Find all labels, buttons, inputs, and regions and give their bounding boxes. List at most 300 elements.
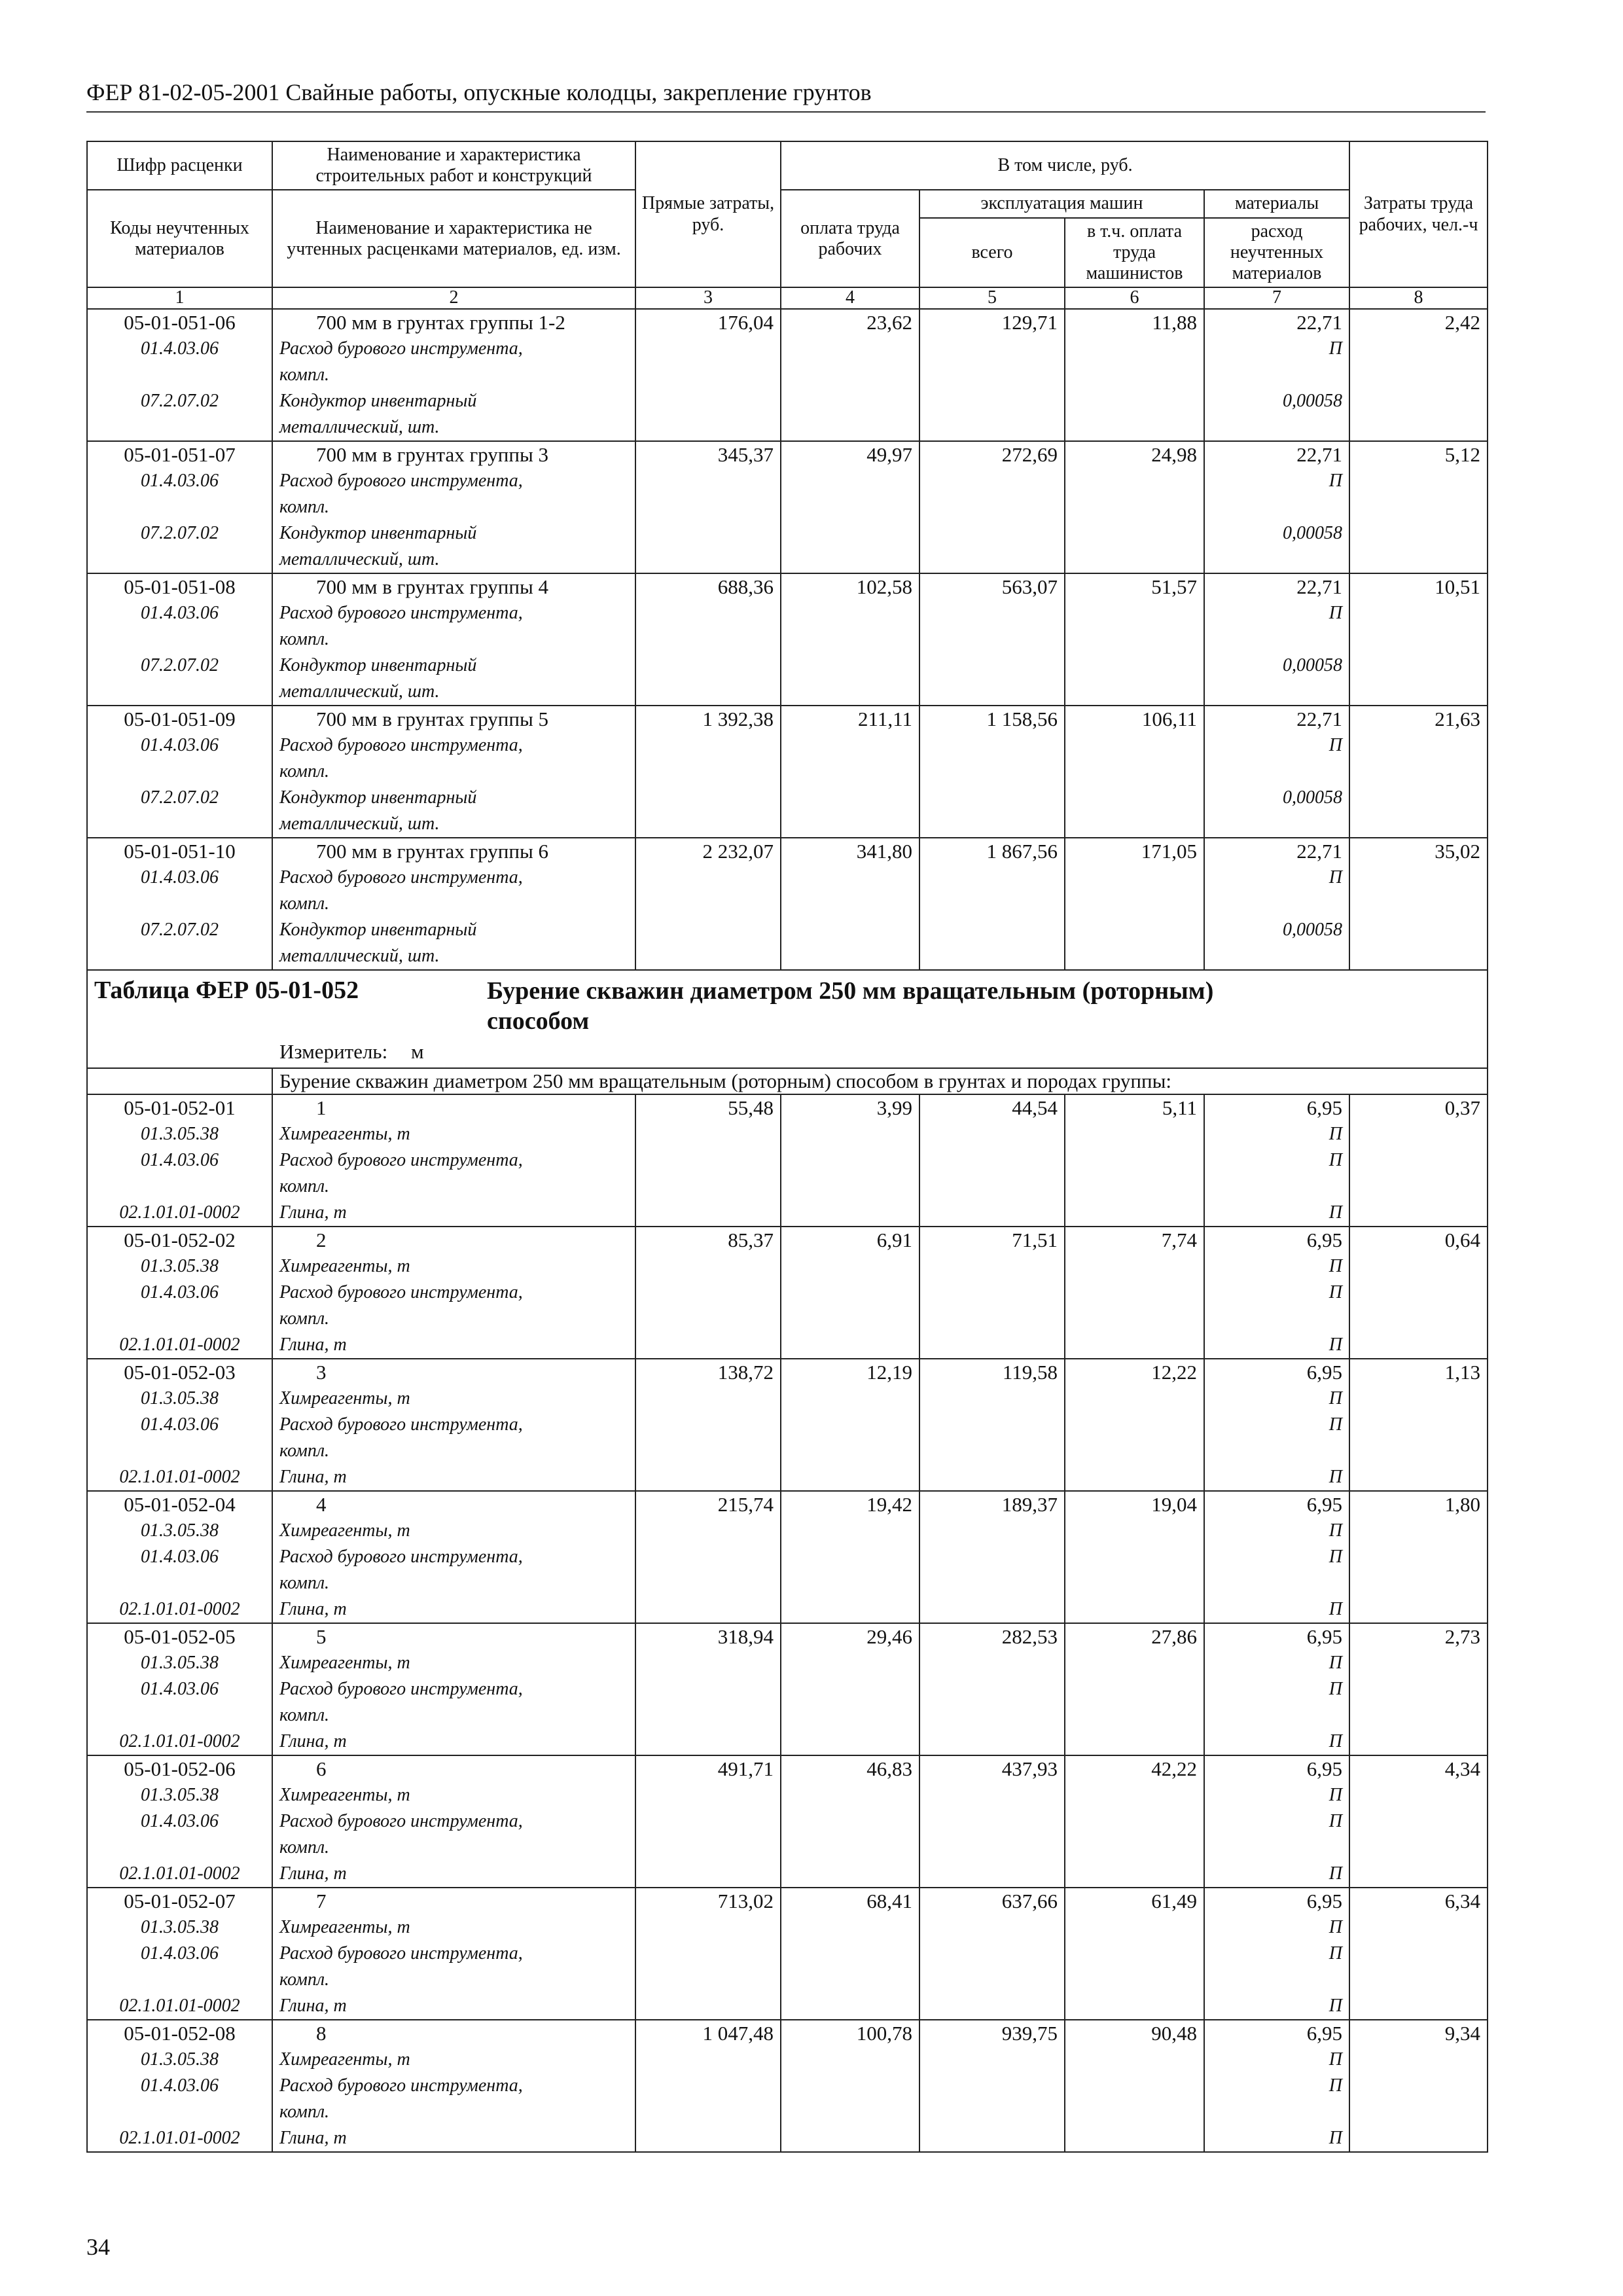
material-consumption: П <box>1329 1466 1343 1487</box>
machines-value: 563,07 <box>1001 575 1058 598</box>
col-number: 5 <box>919 287 1065 309</box>
rate-name: 700 мм в грунтах группы 4 <box>316 575 549 598</box>
value-operators <box>1065 1888 1204 2020</box>
material-consumption: П <box>1329 1546 1343 1567</box>
running-header: ФЕР 81-02-05-2001 Свайные работы, опускные колодцы, закрепление грунтов <box>86 79 1486 113</box>
rate-name-cell <box>272 441 635 573</box>
materials-value: 22,71 <box>1296 310 1343 334</box>
material-code: 07.2.07.02 <box>141 390 219 411</box>
material-code: 01.4.03.06 <box>141 470 219 491</box>
operators-value: 61,49 <box>1151 1889 1197 1912</box>
material-name: Глина, т <box>279 1466 347 1487</box>
material-consumption: П <box>1329 338 1343 359</box>
direct-value: 1 392,38 <box>702 707 774 730</box>
material-code: 01.4.03.06 <box>141 2075 219 2096</box>
rate-code-cell <box>87 1227 272 1359</box>
rate-code-cell <box>87 1623 272 1755</box>
material-name: металлический, шт. <box>279 945 440 966</box>
work-value: 5,12 <box>1444 442 1481 466</box>
material-consumption: П <box>1329 1652 1343 1673</box>
work-value: 10,51 <box>1435 575 1481 598</box>
rate-code-cell <box>87 573 272 706</box>
value-machines <box>919 1755 1065 1888</box>
material-name: Расход бурового инструмента, <box>279 338 523 359</box>
value-machines <box>919 573 1065 706</box>
value-work <box>1349 309 1488 441</box>
table-code: Таблица ФЕР 05-01-052 <box>94 976 359 1004</box>
value-work <box>1349 1491 1488 1623</box>
material-code: 02.1.01.01-0002 <box>119 1466 240 1487</box>
value-machines <box>919 1094 1065 1227</box>
work-value: 35,02 <box>1435 839 1481 863</box>
labor-value: 68,41 <box>866 1889 912 1912</box>
rates-table <box>86 141 1488 2153</box>
col-number: 7 <box>1204 287 1349 309</box>
value-operators <box>1065 706 1204 838</box>
material-name: Глина, т <box>279 1202 347 1223</box>
materials-value: 6,95 <box>1306 1228 1343 1251</box>
value-operators <box>1065 1755 1204 1888</box>
material-code: 02.1.01.01-0002 <box>119 1334 240 1355</box>
material-code: 01.3.05.38 <box>141 1916 219 1937</box>
rate-name: 7 <box>316 1889 327 1912</box>
material-name: Химреагенты, т <box>279 1652 410 1673</box>
material-consumption: П <box>1329 1255 1343 1276</box>
header-total: всего <box>919 218 1065 288</box>
labor-value: 19,42 <box>866 1492 912 1516</box>
spacer <box>1211 1702 1342 1729</box>
material-name: Расход бурового инструмента, <box>279 1678 523 1699</box>
rate-name: 8 <box>316 2021 327 2045</box>
value-labor <box>781 309 919 441</box>
value-machines <box>919 1623 1065 1755</box>
machines-value: 272,69 <box>1001 442 1058 466</box>
rate-name-cell <box>272 573 635 706</box>
table-row <box>87 1623 1488 1755</box>
material-code: 01.4.03.06 <box>141 867 219 888</box>
spacer <box>1211 362 1342 388</box>
value-work <box>1349 838 1488 970</box>
value-machines <box>919 1491 1065 1623</box>
value-labor <box>781 1755 919 1888</box>
operators-value: 106,11 <box>1141 707 1197 730</box>
value-materials <box>1204 2020 1349 2152</box>
rate-code-cell <box>87 2020 272 2152</box>
unit-label: Измеритель: <box>279 1039 388 1063</box>
labor-value: 102,58 <box>856 575 912 598</box>
table-row <box>87 838 1488 970</box>
material-consumption: П <box>1329 734 1343 755</box>
table-row <box>87 2020 1488 2152</box>
rate-name-cell <box>272 706 635 838</box>
unit-value: м <box>410 1039 424 1063</box>
material-consumption: П <box>1329 1678 1343 1699</box>
value-labor <box>781 1491 919 1623</box>
labor-value: 23,62 <box>866 310 912 334</box>
value-operators <box>1065 838 1204 970</box>
col-number: 3 <box>635 287 781 309</box>
labor-value: 211,11 <box>858 707 912 730</box>
rate-code: 05-01-052-05 <box>124 1624 236 1648</box>
rate-name: 3 <box>316 1360 327 1384</box>
material-name: Глина, т <box>279 1334 347 1355</box>
material-name: компл. <box>279 1969 330 1990</box>
labor-value: 46,83 <box>866 1757 912 1780</box>
material-code: 02.1.01.01-0002 <box>119 2127 240 2148</box>
work-value: 0,64 <box>1444 1228 1481 1251</box>
material-name: Расход бурового инструмента, <box>279 470 523 491</box>
material-code: 01.4.03.06 <box>141 1149 219 1170</box>
materials-value: 6,95 <box>1306 1757 1343 1780</box>
header-labor: оплата труда рабочих <box>781 190 919 287</box>
material-name: компл. <box>279 2101 330 2122</box>
material-consumption: 0,00058 <box>1283 655 1343 675</box>
material-name: компл. <box>279 893 330 914</box>
rate-name: 6 <box>316 1757 327 1780</box>
header-name-bottom: Наименование и характеристика не учтенных расценками материалов, ед. изм. <box>272 190 635 287</box>
spacer <box>94 494 265 520</box>
work-value: 1,13 <box>1444 1360 1481 1384</box>
table-title-line2: способом <box>487 1007 590 1035</box>
labor-value: 12,19 <box>866 1360 912 1384</box>
spacer <box>1211 1174 1342 1200</box>
value-direct <box>635 1623 781 1755</box>
value-work <box>1349 2020 1488 2152</box>
material-consumption: П <box>1329 1282 1343 1302</box>
material-consumption: 0,00058 <box>1283 522 1343 543</box>
material-name: Расход бурового инструмента, <box>279 1282 523 1302</box>
material-code: 02.1.01.01-0002 <box>119 1598 240 1619</box>
material-code: 01.3.05.38 <box>141 1123 219 1144</box>
material-consumption: 0,00058 <box>1283 919 1343 940</box>
spacer <box>1211 1438 1342 1464</box>
table-row <box>87 1094 1488 1227</box>
material-name: Глина, т <box>279 1598 347 1619</box>
table-row <box>87 706 1488 838</box>
value-labor <box>781 2020 919 2152</box>
value-materials <box>1204 1623 1349 1755</box>
direct-value: 176,04 <box>717 310 774 334</box>
material-consumption: П <box>1329 1995 1343 2016</box>
materials-value: 6,95 <box>1306 1096 1343 1119</box>
value-direct <box>635 573 781 706</box>
direct-value: 318,94 <box>717 1624 774 1648</box>
work-value: 6,34 <box>1444 1889 1481 1912</box>
labor-value: 3,99 <box>876 1096 912 1119</box>
material-name: Кондуктор инвентарный <box>279 390 477 411</box>
material-code: 02.1.01.01-0002 <box>119 1995 240 2016</box>
value-operators <box>1065 1359 1204 1491</box>
direct-value: 688,36 <box>717 575 774 598</box>
material-consumption: П <box>1329 2049 1343 2070</box>
material-consumption: 0,00058 <box>1283 390 1343 411</box>
rate-name-cell <box>272 1888 635 2020</box>
material-code: 07.2.07.02 <box>141 787 219 808</box>
rate-name: 700 мм в грунтах группы 1-2 <box>316 310 565 334</box>
value-direct <box>635 1094 781 1227</box>
material-consumption: П <box>1329 1784 1343 1805</box>
rate-code: 05-01-051-07 <box>124 442 236 466</box>
value-work <box>1349 573 1488 706</box>
value-work <box>1349 1227 1488 1359</box>
col-number: 6 <box>1065 287 1204 309</box>
value-machines <box>919 441 1065 573</box>
spacer <box>94 1570 265 1596</box>
rate-code-cell <box>87 1359 272 1491</box>
machines-value: 282,53 <box>1001 1624 1058 1648</box>
spacer <box>1211 1967 1342 1993</box>
material-name: Глина, т <box>279 1995 347 2016</box>
operators-value: 90,48 <box>1151 2021 1197 2045</box>
material-name: Кондуктор инвентарный <box>279 919 477 940</box>
machines-value: 189,37 <box>1001 1492 1058 1516</box>
material-consumption: П <box>1329 602 1343 623</box>
material-code: 02.1.01.01-0002 <box>119 1863 240 1884</box>
work-value: 2,42 <box>1444 310 1481 334</box>
spacer <box>94 1702 265 1729</box>
material-code: 01.4.03.06 <box>141 1810 219 1831</box>
rate-code: 05-01-052-03 <box>124 1360 236 1384</box>
work-value: 9,34 <box>1444 2021 1481 2045</box>
work-value: 4,34 <box>1444 1757 1481 1780</box>
rate-code-cell <box>87 441 272 573</box>
operators-value: 51,57 <box>1151 575 1197 598</box>
materials-value: 6,95 <box>1306 1624 1343 1648</box>
header-code-top: Шифр расценки <box>87 141 272 190</box>
materials-value: 6,95 <box>1306 1360 1343 1384</box>
spacer <box>1211 759 1342 785</box>
table-row <box>87 573 1488 706</box>
material-consumption: П <box>1329 1414 1343 1435</box>
work-value: 1,80 <box>1444 1492 1481 1516</box>
material-consumption: П <box>1329 1863 1343 1884</box>
value-labor <box>781 1227 919 1359</box>
material-consumption: П <box>1329 1202 1343 1223</box>
material-name: компл. <box>279 1837 330 1857</box>
spacer <box>94 891 265 917</box>
value-direct <box>635 838 781 970</box>
spacer <box>94 2099 265 2125</box>
material-name: Глина, т <box>279 1863 347 1884</box>
material-name: металлический, шт. <box>279 681 440 702</box>
material-consumption: П <box>1329 1149 1343 1170</box>
material-consumption: П <box>1329 1388 1343 1408</box>
value-direct <box>635 441 781 573</box>
value-labor <box>781 706 919 838</box>
machines-value: 437,93 <box>1001 1757 1058 1780</box>
spacer <box>94 1967 265 1993</box>
operators-value: 19,04 <box>1151 1492 1197 1516</box>
rate-code-cell <box>87 309 272 441</box>
machines-value: 1 867,56 <box>986 839 1058 863</box>
value-work <box>1349 1755 1488 1888</box>
material-name: Химреагенты, т <box>279 2049 410 2070</box>
machines-value: 1 158,56 <box>986 707 1058 730</box>
value-direct <box>635 1491 781 1623</box>
work-value: 0,37 <box>1444 1096 1481 1119</box>
rate-code: 05-01-051-08 <box>124 575 236 598</box>
value-operators <box>1065 1094 1204 1227</box>
material-name: Химреагенты, т <box>279 1916 410 1937</box>
table-row <box>87 1491 1488 1623</box>
header-materials: материалы <box>1204 190 1349 217</box>
material-name: компл. <box>279 364 330 385</box>
header-operators: в т.ч. оплата труда машинистов <box>1065 218 1204 288</box>
material-code: 01.3.05.38 <box>141 2049 219 2070</box>
operators-value: 5,11 <box>1162 1096 1197 1119</box>
labor-value: 100,78 <box>856 2021 912 2045</box>
spacer <box>1211 891 1342 917</box>
value-work <box>1349 1359 1488 1491</box>
material-consumption: П <box>1329 2075 1343 2096</box>
material-consumption: 0,00058 <box>1283 787 1343 808</box>
value-work <box>1349 706 1488 838</box>
direct-value: 345,37 <box>717 442 774 466</box>
materials-value: 6,95 <box>1306 2021 1343 2045</box>
direct-value: 1 047,48 <box>702 2021 774 2045</box>
material-name: компл. <box>279 761 330 781</box>
material-name: Расход бурового инструмента, <box>279 1414 523 1435</box>
materials-value: 22,71 <box>1296 442 1343 466</box>
value-labor <box>781 1359 919 1491</box>
material-consumption: П <box>1329 1520 1343 1541</box>
direct-value: 138,72 <box>717 1360 774 1384</box>
material-name: Глина, т <box>279 2127 347 2148</box>
value-operators <box>1065 573 1204 706</box>
material-consumption: П <box>1329 2127 1343 2148</box>
table-row <box>87 1359 1488 1491</box>
spacer <box>94 1438 265 1464</box>
page-number: 34 <box>86 2234 110 2260</box>
operators-value: 27,86 <box>1151 1624 1197 1648</box>
material-code: 01.3.05.38 <box>141 1255 219 1276</box>
material-code: 01.3.05.38 <box>141 1784 219 1805</box>
value-direct <box>635 1888 781 2020</box>
material-code: 07.2.07.02 <box>141 522 219 543</box>
rate-name: 4 <box>316 1492 327 1516</box>
value-direct <box>635 1227 781 1359</box>
rate-name: 700 мм в грунтах группы 6 <box>316 839 549 863</box>
value-work <box>1349 1623 1488 1755</box>
material-name: компл. <box>279 1704 330 1725</box>
material-consumption: П <box>1329 1598 1343 1619</box>
table-row <box>87 441 1488 573</box>
rate-code-cell <box>87 1888 272 2020</box>
rate-code-cell <box>87 706 272 838</box>
value-materials <box>1204 1491 1349 1623</box>
machines-value: 44,54 <box>1012 1096 1058 1119</box>
rate-code-cell <box>87 1755 272 1888</box>
operators-value: 24,98 <box>1151 442 1197 466</box>
work-value: 21,63 <box>1435 707 1481 730</box>
value-operators <box>1065 1491 1204 1623</box>
material-name: Глина, т <box>279 1731 347 1751</box>
material-code: 07.2.07.02 <box>141 919 219 940</box>
rate-name: 1 <box>316 1096 327 1119</box>
rate-code: 05-01-051-06 <box>124 310 236 334</box>
value-materials <box>1204 838 1349 970</box>
material-code: 01.3.05.38 <box>141 1652 219 1673</box>
value-materials <box>1204 1094 1349 1227</box>
operators-value: 11,88 <box>1152 310 1197 334</box>
material-name: Расход бурового инструмента, <box>279 1943 523 1964</box>
material-consumption: П <box>1329 867 1343 888</box>
spacer <box>94 1174 265 1200</box>
value-machines <box>919 838 1065 970</box>
material-code: 01.3.05.38 <box>141 1520 219 1541</box>
material-name: компл. <box>279 1572 330 1593</box>
value-materials <box>1204 441 1349 573</box>
material-consumption: П <box>1329 1334 1343 1355</box>
material-name: Расход бурового инструмента, <box>279 2075 523 2096</box>
rate-code: 05-01-052-01 <box>124 1096 236 1119</box>
rate-name-cell <box>272 2020 635 2152</box>
spacer <box>1211 2099 1342 2125</box>
header-direct: Прямые затраты, руб. <box>635 141 781 287</box>
direct-value: 215,74 <box>717 1492 774 1516</box>
table-row <box>87 1888 1488 2020</box>
material-name: металлический, шт. <box>279 416 440 437</box>
value-materials <box>1204 573 1349 706</box>
material-name: металлический, шт. <box>279 548 440 569</box>
labor-value: 6,91 <box>876 1228 912 1251</box>
rate-code-cell <box>87 838 272 970</box>
value-labor <box>781 1094 919 1227</box>
rate-name-cell <box>272 838 635 970</box>
value-direct <box>635 1755 781 1888</box>
work-value: 2,73 <box>1444 1624 1481 1648</box>
material-code: 01.4.03.06 <box>141 1414 219 1435</box>
material-code: 01.4.03.06 <box>141 1282 219 1302</box>
materials-value: 22,71 <box>1296 575 1343 598</box>
rate-name-cell <box>272 1227 635 1359</box>
materials-value: 22,71 <box>1296 839 1343 863</box>
spacer <box>1211 1570 1342 1596</box>
material-name: компл. <box>279 496 330 517</box>
operators-value: 7,74 <box>1161 1228 1197 1251</box>
material-consumption: П <box>1329 470 1343 491</box>
material-consumption: П <box>1329 1943 1343 1964</box>
col-number: 4 <box>781 287 919 309</box>
table-row <box>87 1755 1488 1888</box>
value-direct <box>635 1359 781 1491</box>
material-code: 01.4.03.06 <box>141 338 219 359</box>
value-labor <box>781 1888 919 2020</box>
rate-name-cell <box>272 1755 635 1888</box>
value-materials <box>1204 706 1349 838</box>
table-row <box>87 309 1488 441</box>
machines-value: 129,71 <box>1001 310 1058 334</box>
rate-name: 5 <box>316 1624 327 1648</box>
material-code: 01.3.05.38 <box>141 1388 219 1408</box>
value-materials <box>1204 309 1349 441</box>
header-work: Затраты труда рабочих, чел.-ч <box>1349 141 1488 287</box>
value-materials <box>1204 1359 1349 1491</box>
header-consumption: расход неучтенных материалов <box>1204 218 1349 288</box>
value-labor <box>781 573 919 706</box>
labor-value: 341,80 <box>856 839 912 863</box>
machines-value: 637,66 <box>1001 1889 1058 1912</box>
value-direct <box>635 706 781 838</box>
table-row <box>87 1227 1488 1359</box>
rate-name-cell <box>272 1491 635 1623</box>
value-machines <box>919 706 1065 838</box>
value-direct <box>635 309 781 441</box>
material-name: компл. <box>279 1175 330 1196</box>
value-work <box>1349 1888 1488 2020</box>
material-code: 01.4.03.06 <box>141 734 219 755</box>
value-labor <box>781 1623 919 1755</box>
